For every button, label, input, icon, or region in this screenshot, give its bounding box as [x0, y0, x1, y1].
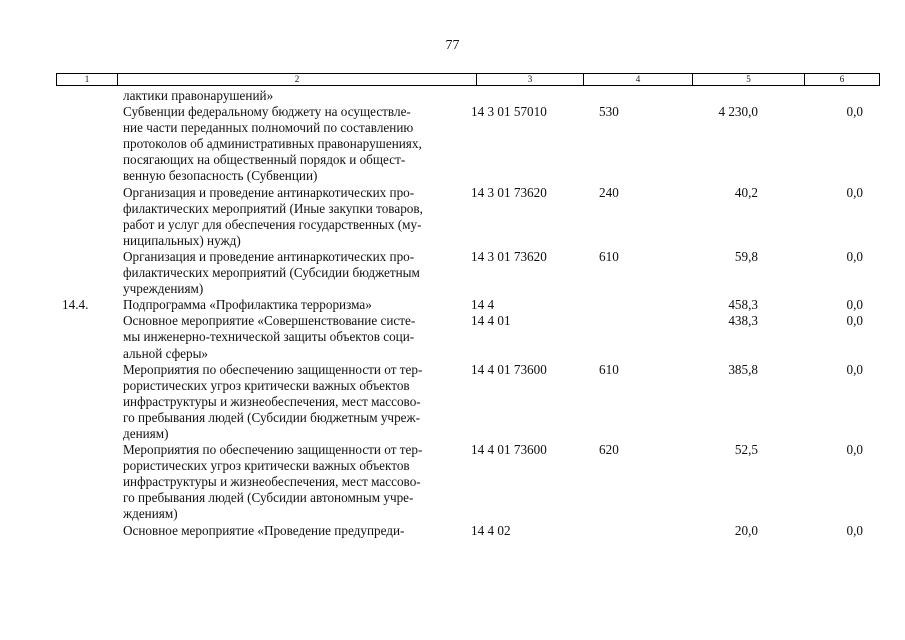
row-number: [56, 523, 96, 539]
column-header-4: 4: [584, 74, 693, 85]
column-header-1: 1: [57, 74, 118, 85]
row-code: 14 4 02: [471, 522, 511, 538]
row-amount: [659, 88, 758, 104]
row-expense-type: 240: [599, 184, 619, 200]
table-body: [56, 88, 880, 539]
row-name: лактики правонарушений»: [123, 88, 274, 103]
column-header-5: 5: [693, 74, 805, 85]
table-row: [56, 523, 880, 539]
row-expense-type: [575, 297, 659, 313]
table-row: [56, 185, 880, 249]
row-name: Подпрограмма «Профилактика терроризма»: [123, 297, 372, 313]
row-code: 14 4 01 73600: [471, 361, 547, 377]
row-number: [56, 88, 96, 104]
row-code: 14 3 01 73620: [471, 184, 547, 200]
row-expense-type: 610: [599, 361, 619, 377]
row-code: 14 3 01 57010: [471, 104, 547, 120]
row-amount-2: 0,0: [846, 297, 863, 313]
row-number: [56, 249, 96, 297]
row-expense-type: [575, 523, 659, 539]
row-amount-2: 0,0: [846, 104, 863, 120]
row-amount-2: 0,0: [846, 442, 863, 458]
row-expense-type: 610: [599, 248, 619, 264]
row-amount: 385,8: [728, 361, 758, 377]
row-code: 14 3 01 73620: [471, 248, 547, 264]
table-row: [56, 88, 880, 104]
table-row: [56, 249, 880, 297]
row-amount: 438,3: [728, 313, 758, 329]
row-expense-type: [575, 313, 659, 361]
row-expense-type: [575, 88, 659, 104]
row-amount-2: 0,0: [846, 184, 863, 200]
table-row: [56, 313, 880, 361]
row-amount-2: 0,0: [846, 522, 863, 538]
row-code: [463, 88, 575, 104]
row-name: Мероприятия по обеспечению защищенности от тер- рористических угроз критически важных объектов инфраструктуры и жизнеобеспечения, мест массово- го пребывания людей (Субсидии бюджетным учреж- дениям): [123, 361, 423, 441]
row-number: [56, 313, 96, 361]
row-amount-2: [758, 88, 863, 104]
row-name: Мероприятия по обеспечению защищенности от тер- рористических угроз критически важных объектов инфраструктуры и жизнеобеспечения, мест массово- го пребывания людей (Субсидии автономным учре- ждениям): [123, 442, 423, 522]
row-number: [56, 104, 96, 184]
row-name: Основное мероприятие «Совершенствование систе- мы инженерно-технической защиты объектов соци- альной сферы»: [123, 313, 416, 361]
row-name: Основное мероприятие «Проведение предупреди-: [123, 522, 405, 538]
row-amount: 4 230,0: [718, 104, 758, 120]
row-amount: 20,0: [734, 522, 758, 538]
row-name: Организация и проведение антинаркотических про- филактических мероприятий (Субсидии бюджетным учреждениям): [123, 248, 420, 297]
table-row: [56, 104, 880, 184]
page-number: 77: [445, 38, 460, 53]
row-name: Субвенции федеральному бюджету на осуществле- ние части переданных полномочий по составлению протоколов об административных правонарушениях, посягающих на общественный порядок и общест- венную безопасность (Субвенции): [123, 104, 422, 184]
row-amount-2: 0,0: [846, 361, 863, 377]
row-code: 14 4 01 73600: [471, 442, 547, 458]
row-expense-type: 530: [599, 104, 619, 120]
row-number: [56, 362, 96, 442]
row-amount: 40,2: [734, 184, 758, 200]
table-row: [56, 362, 880, 442]
row-amount: 59,8: [734, 248, 758, 264]
row-name: Организация и проведение антинаркотических про- филактических мероприятий (Иные закупки товаров, работ и услуг для обеспечения государственных (му- ниципальных) нужд): [123, 184, 423, 248]
row-expense-type: 620: [599, 442, 619, 458]
column-header-3: 3: [477, 74, 584, 85]
row-code: 14 4: [471, 297, 495, 313]
row-amount-2: 0,0: [846, 313, 863, 329]
row-number: 14.4.: [62, 297, 89, 313]
row-number: [56, 442, 96, 522]
row-number: [56, 185, 96, 249]
table-row: [56, 297, 880, 313]
row-amount: 52,5: [734, 442, 758, 458]
row-amount-2: 0,0: [846, 248, 863, 264]
table-column-header: [56, 73, 880, 86]
table-row: [56, 442, 880, 522]
column-header-2: 2: [118, 74, 477, 85]
row-amount: 458,3: [728, 297, 758, 313]
column-header-6: 6: [839, 74, 845, 84]
row-code: 14 4 01: [471, 313, 511, 329]
